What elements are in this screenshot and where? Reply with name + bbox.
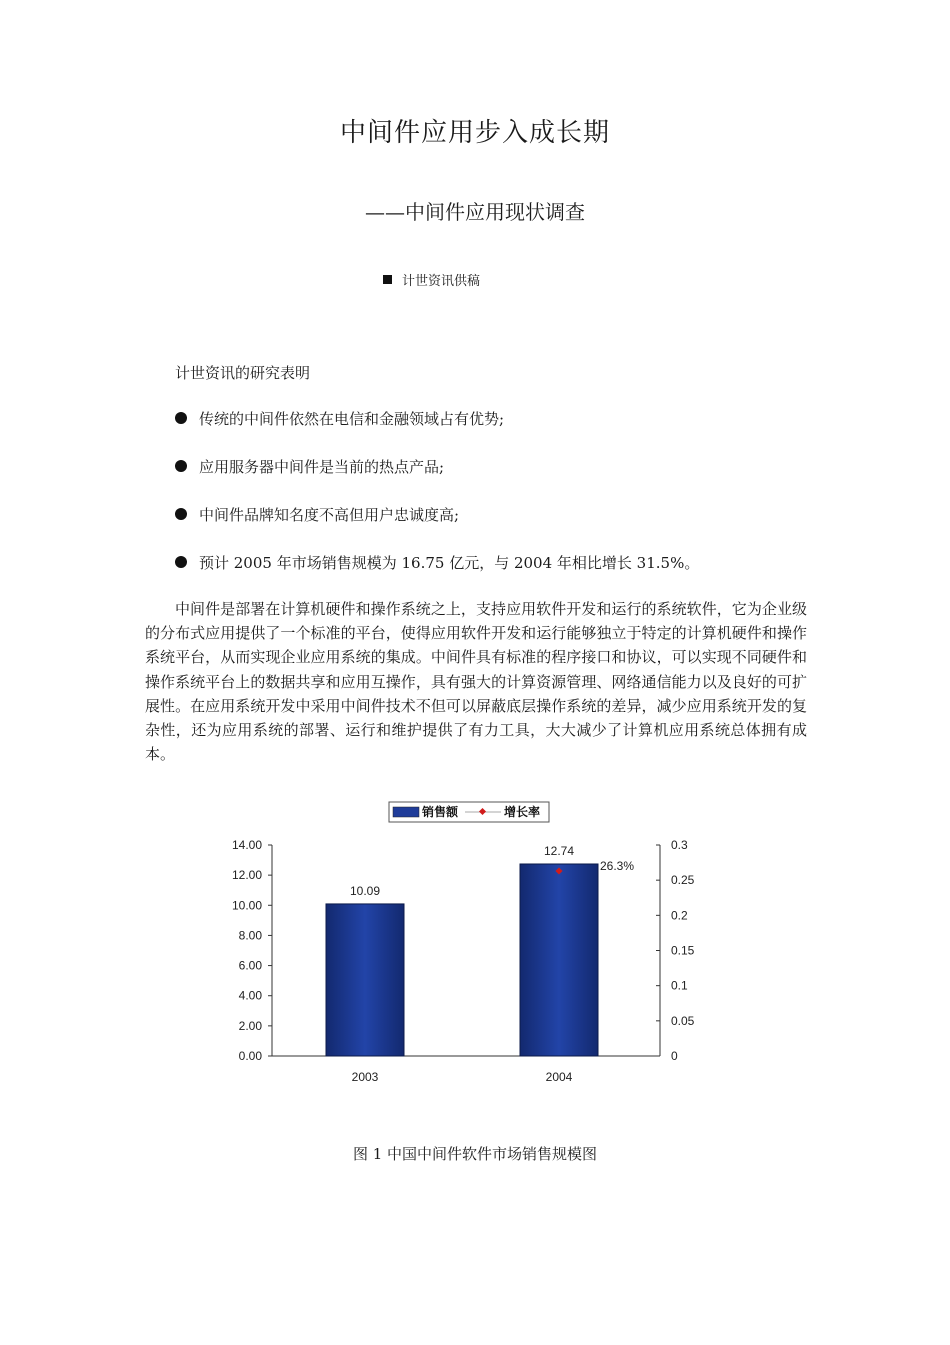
y-left-tick-label: 8.00	[238, 928, 262, 943]
bar-data-label: 12.74	[543, 843, 575, 858]
sales-chart-svg	[0, 795, 950, 1095]
y-left-tick-label: 4.00	[238, 988, 262, 1003]
list-item: 传统的中间件依然在电信和金融领域占有优势;	[175, 408, 699, 456]
y-right-tick-label: 0	[671, 1049, 678, 1063]
body-paragraph: 中间件是部署在计算机硬件和操作系统之上，支持应用软件开发和运行的系统软件，它为企业级的分布式应用提供了一个标准的平台，使得应用软件开发和运行能够独立于特定的计算机硬件和操作系统平台，从而实现企业应用系统的集成。中间件具有标准的程序接口和协议，可以实现不同硬件和操作系统平台上的数据共享和应用互操作，具有强大的计算资源管理、网络通信能力以及良好的可扩展性。在应用系统开发中采用中间件技术不但可以屏蔽底层操作系统的差异，减少应用系统开发的复杂性，还为应用系统的部署、运行和维护提供了有力工具，大大减少了计算机应用系统总体拥有成本。	[145, 600, 807, 764]
square-bullet-icon	[383, 275, 392, 284]
sales-chart	[0, 795, 950, 1099]
y-left-tick-label: 14.00	[231, 838, 262, 852]
y-right-tick-label: 0.2	[671, 908, 688, 923]
growth-data-label: 26.3%	[600, 859, 635, 874]
x-tick-label: 2003	[351, 1070, 379, 1084]
y-left-tick-label: 0.00	[238, 1049, 262, 1063]
source-line	[383, 270, 480, 289]
list-item: 中间件品牌知名度不高但用户忠诚度高;	[175, 504, 699, 552]
figure-caption: 图 1 中国中间件软件市场销售规模图	[352, 1145, 598, 1163]
findings-list	[175, 408, 699, 600]
bar-2003	[326, 904, 404, 1056]
list-item: 预计 2005 年市场销售规模为 16.75 亿元，与 2004 年相比增长 31.5%。	[175, 552, 699, 600]
y-right-tick-label: 0.25	[671, 873, 695, 888]
source-text: 计世资讯供稿	[402, 274, 481, 289]
bar-data-label: 10.09	[349, 883, 381, 898]
y-right-tick-label: 0.1	[671, 978, 688, 993]
y-left-tick-label: 12.00	[231, 868, 262, 883]
bullet-icon	[175, 412, 187, 424]
page-subtitle: ——中间件应用现状调查	[365, 200, 585, 224]
y-left-tick-label: 2.00	[238, 1018, 262, 1033]
legend-line-label: 增长率	[504, 805, 541, 819]
y-right-tick-label: 0.05	[671, 1013, 695, 1028]
y-left-tick-label: 6.00	[238, 958, 262, 973]
bar-2004	[520, 864, 598, 1056]
bullet-icon	[175, 556, 187, 568]
x-tick-label: 2004	[545, 1070, 573, 1084]
intro-text: 计世资讯的研究表明	[175, 364, 311, 382]
y-right-tick-label: 0.3	[671, 838, 688, 852]
legend-bar-swatch	[393, 807, 419, 817]
y-right-tick-label: 0.15	[671, 943, 695, 958]
bullet-icon	[175, 508, 187, 520]
page-title: 中间件应用步入成长期	[339, 118, 610, 148]
legend-bar-label: 销售额	[422, 805, 459, 819]
y-left-tick-label: 10.00	[231, 898, 262, 913]
list-item: 应用服务器中间件是当前的热点产品;	[175, 456, 699, 504]
bullet-icon	[175, 460, 187, 472]
